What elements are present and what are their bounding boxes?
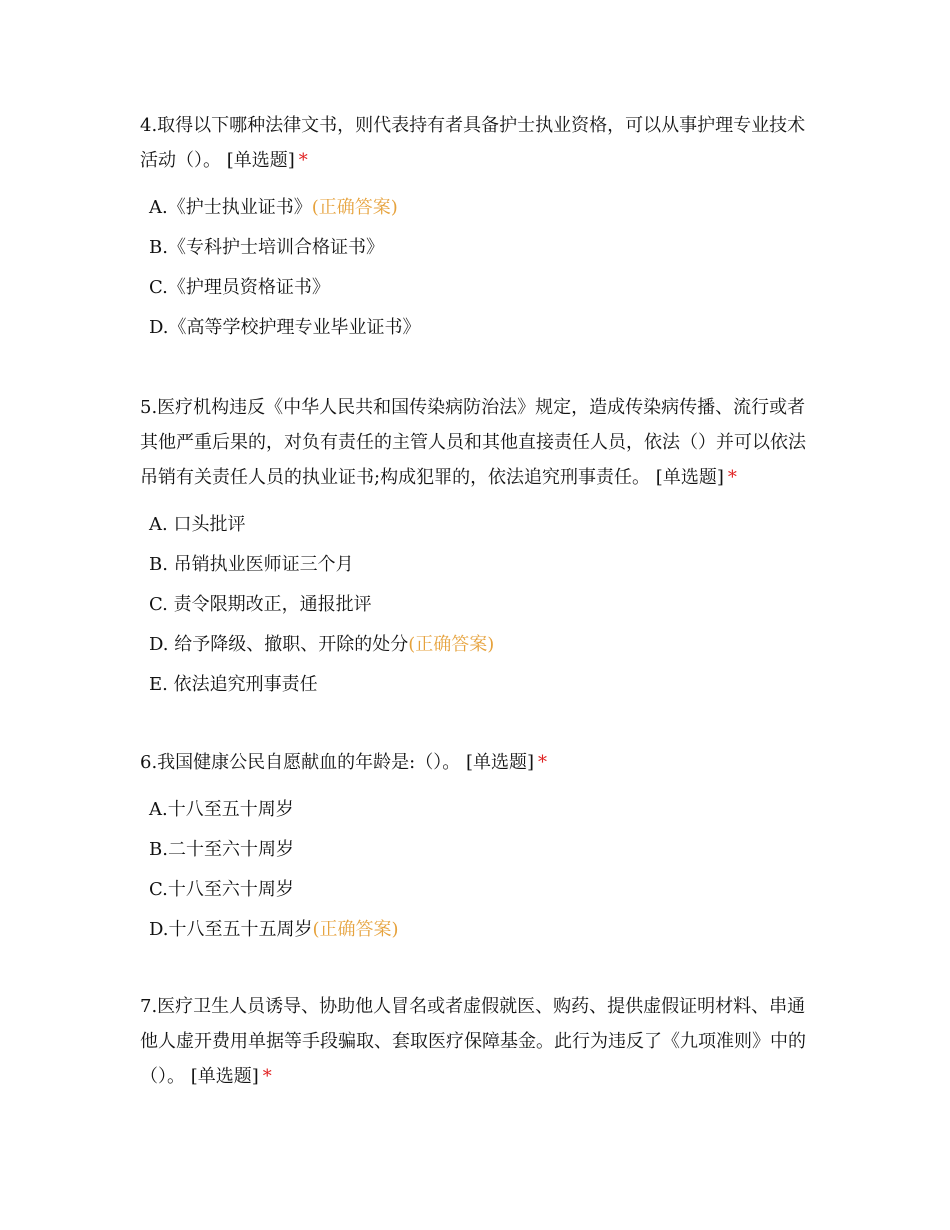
required-mark: * <box>298 150 308 171</box>
correct-answer-label: (正确答案) <box>311 197 398 218</box>
option-text: D.《高等学校护理专业毕业证书》 <box>149 317 421 338</box>
question-type-tag: [单选题] <box>226 150 295 171</box>
question-text: 7.医疗卫生人员诱导、协助他人冒名或者虚假就医、购药、提供虚假证明材料、串通他人虚开费用单据等手段骗取、套取医疗保障基金。此行为违反了《九项准则》中的（）。 <box>140 996 806 1087</box>
option-b <box>140 228 820 268</box>
question-title <box>140 745 820 780</box>
option-e <box>140 665 820 705</box>
option-d <box>140 308 820 348</box>
question-4 <box>140 108 820 348</box>
question-5 <box>140 390 820 705</box>
option-d <box>140 625 820 665</box>
option-text: C. 责令限期改正，通报批评 <box>149 594 372 615</box>
required-mark: * <box>538 752 548 773</box>
question-title <box>140 108 820 178</box>
options-list <box>140 505 820 705</box>
option-a <box>140 790 820 830</box>
option-a <box>140 505 820 545</box>
question-text: 4.取得以下哪种法律文书，则代表持有者具备护士执业资格，可以从事护理专业技术活动（）。 <box>140 115 806 171</box>
question-text: 5.医疗机构违反《中华人民共和国传染病防治法》规定，造成传染病传播、流行或者其他严重后果的，对负有责任的主管人员和其他直接责任人员，依法（）并可以依法吊销有关责任人员的执业证书;构成犯罪的，依法追究刑事责任。 <box>140 397 806 488</box>
option-c <box>140 268 820 308</box>
question-type-tag: [单选题] <box>465 752 535 773</box>
options-list <box>140 188 820 348</box>
option-text: A. 口头批评 <box>149 514 246 535</box>
option-text: B. 吊销执业医师证三个月 <box>149 554 354 575</box>
option-text: B.《专科护士培训合格证书》 <box>149 237 384 258</box>
option-text: D.十八至五十五周岁 <box>149 919 313 940</box>
question-text: 6.我国健康公民自愿献血的年龄是:（）。 <box>140 752 461 773</box>
options-list <box>140 790 820 950</box>
question-7 <box>140 989 820 1094</box>
required-mark: * <box>727 467 737 488</box>
required-mark: * <box>262 1066 272 1087</box>
option-b <box>140 830 820 870</box>
question-type-tag: [单选题] <box>190 1066 259 1087</box>
option-b <box>140 545 820 585</box>
question-title <box>140 989 820 1094</box>
option-text: A.《护士执业证书》 <box>149 197 312 218</box>
option-text: E. 依法追究刑事责任 <box>149 674 318 695</box>
question-title <box>140 390 820 495</box>
option-text: C.《护理员资格证书》 <box>149 277 330 298</box>
correct-answer-label: (正确答案) <box>408 634 495 655</box>
option-c <box>140 585 820 625</box>
option-a <box>140 188 820 228</box>
option-d <box>140 910 820 950</box>
option-text: D. 给予降级、撤职、开除的处分 <box>149 634 409 655</box>
question-type-tag: [单选题] <box>655 467 724 488</box>
question-6 <box>140 745 820 950</box>
option-text: B.二十至六十周岁 <box>149 839 294 860</box>
option-text: C.十八至六十周岁 <box>149 879 294 900</box>
correct-answer-label: (正确答案) <box>312 919 399 940</box>
option-text: A.十八至五十周岁 <box>149 799 294 820</box>
option-c <box>140 870 820 910</box>
